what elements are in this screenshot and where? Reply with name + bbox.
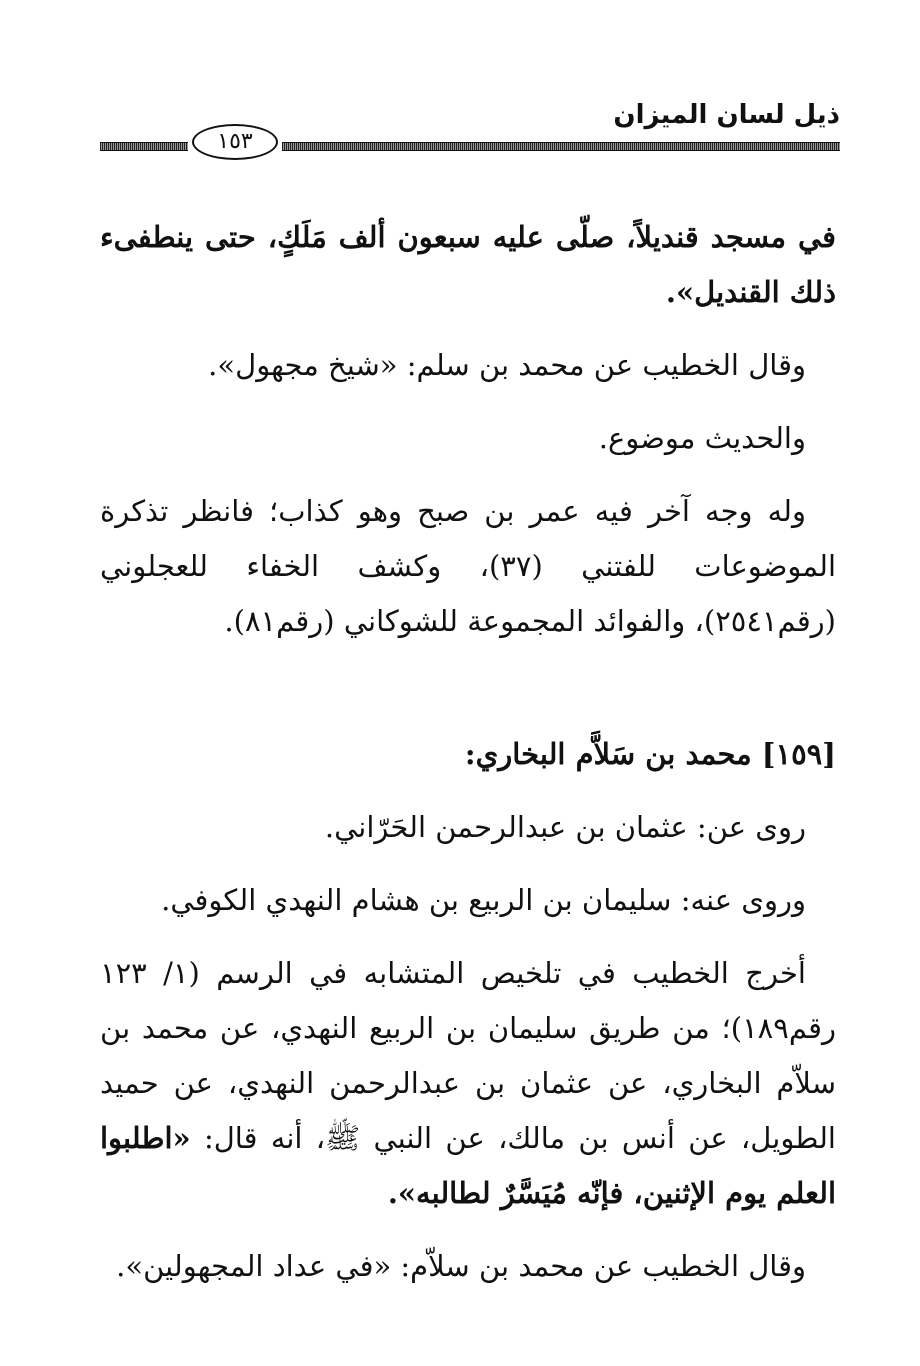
page-header — [100, 96, 840, 166]
header-rule-left — [100, 142, 188, 151]
takhrij-text: أخرج الخطيب في تلخيص المتشابه في الرسم (١/ ١٢٣ رقم١٨٩)؛ من طريق سليمان بن الربيع النهدي، عن محمد بن سلاّم البخاري، عن عثمان بن عبدالرحمن النهدي، عن حميد الطويل، عن أنس بن مالك، عن النبي ﷺ، أنه قال: — [100, 956, 836, 1155]
paragraph-other-route: وله وجه آخر فيه عمر بن صبح وهو كذاب؛ فانظر تذكرة الموضوعات للفتني (٣٧)، وكشف الخفاء للعجلوني (رقم٢٥٤١)، والفوائد المجموعة للشوكاني (رقم٨١). — [100, 494, 836, 638]
paragraph-khatib-verdict: وقال الخطيب عن محمد بن سلاّم: «في عداد المجهولين». — [116, 1249, 806, 1283]
paragraph-hadith-ruling: والحديث موضوع. — [598, 421, 806, 455]
hadith-quote: «اطلبوا العلم يوم الإثنين، فإنّه مُيَسَّرٌ لطالبه». — [100, 1121, 836, 1210]
paragraph-takhrij — [100, 946, 836, 1221]
paragraph-narrated-by: وروى عنه: سليمان بن الربيع بن هشام النهدي الكوفي. — [161, 883, 806, 917]
header-rule-right — [282, 142, 840, 151]
paragraph-continuation: في مسجد قنديلاً، صلّى عليه سبعون ألف مَلَكٍ، حتى ينطفىء ذلك القنديل». — [100, 220, 836, 309]
book-title: ذيل لسان الميزان — [613, 100, 840, 130]
entry-heading: [١٥٩] محمد بن سَلاَّم البخاري: — [464, 737, 836, 771]
page-body — [100, 210, 836, 1294]
paragraph-narrated-from: روى عن: عثمان بن عبدالرحمن الحَرّاني. — [324, 810, 806, 844]
page-number: ١٥٣ — [192, 124, 278, 160]
paragraph-khatib-statement: وقال الخطيب عن محمد بن سلم: «شيخ مجهول». — [208, 348, 806, 382]
